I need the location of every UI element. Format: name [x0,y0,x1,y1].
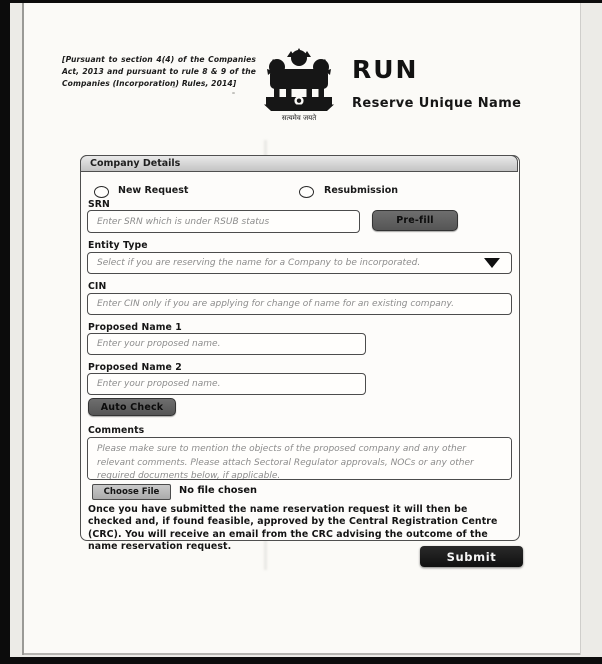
new-request-label: New Request [118,185,189,196]
auto-check-button[interactable]: Auto Check [88,398,176,416]
new-request-radio[interactable] [94,186,109,198]
emblem-caption: सत्यमेव जयते [281,114,317,122]
submit-button[interactable]: Submit [420,546,523,567]
entity-type-select[interactable] [87,252,512,274]
cin-input[interactable] [87,293,512,315]
file-status-text: No file chosen [179,485,257,496]
comments-label: Comments [88,425,145,436]
srn-input[interactable] [87,210,360,233]
submission-note: Once you have submitted the name reservation request it will then be checked and, if found feasible, approved by the Central Registration Centre (CRC). You will receive an email from the CRC advising the outcome of the name reservation request. [88,504,498,553]
pursuant-note: [Pursuant to section 4(4) of the Companies Act, 2013 and pursuant to rule 8 & 9 of the Companies (Incorporation) Rules, 2014] [62,55,256,89]
proposed-name-2-input[interactable] [87,373,366,395]
chevron-down-icon [484,258,500,268]
proposed-name-1-input[interactable] [87,333,366,355]
run-logo: RUN [352,55,419,84]
resubmission-radio[interactable] [299,186,314,198]
prefill-button[interactable]: Pre-fill [372,210,458,231]
srn-label: SRN [88,199,110,210]
ashoka-emblem-icon [257,45,341,125]
entity-type-label: Entity Type [88,240,148,251]
comments-textarea[interactable] [87,437,512,480]
entity-type-placeholder: Select if you are reserving the name for a Company to be incorporated. [97,258,421,268]
proposed-name-2-label: Proposed Name 2 [88,362,182,373]
proposed-name-1-label: Proposed Name 1 [88,322,182,333]
run-logo-subtitle: Reserve Unique Name [352,96,522,111]
company-details-header: Company Details [80,155,518,172]
choose-file-button[interactable]: Choose File [92,484,171,500]
cin-label: CIN [88,281,107,292]
resubmission-label: Resubmission [324,185,398,196]
scan-speck [232,92,235,94]
